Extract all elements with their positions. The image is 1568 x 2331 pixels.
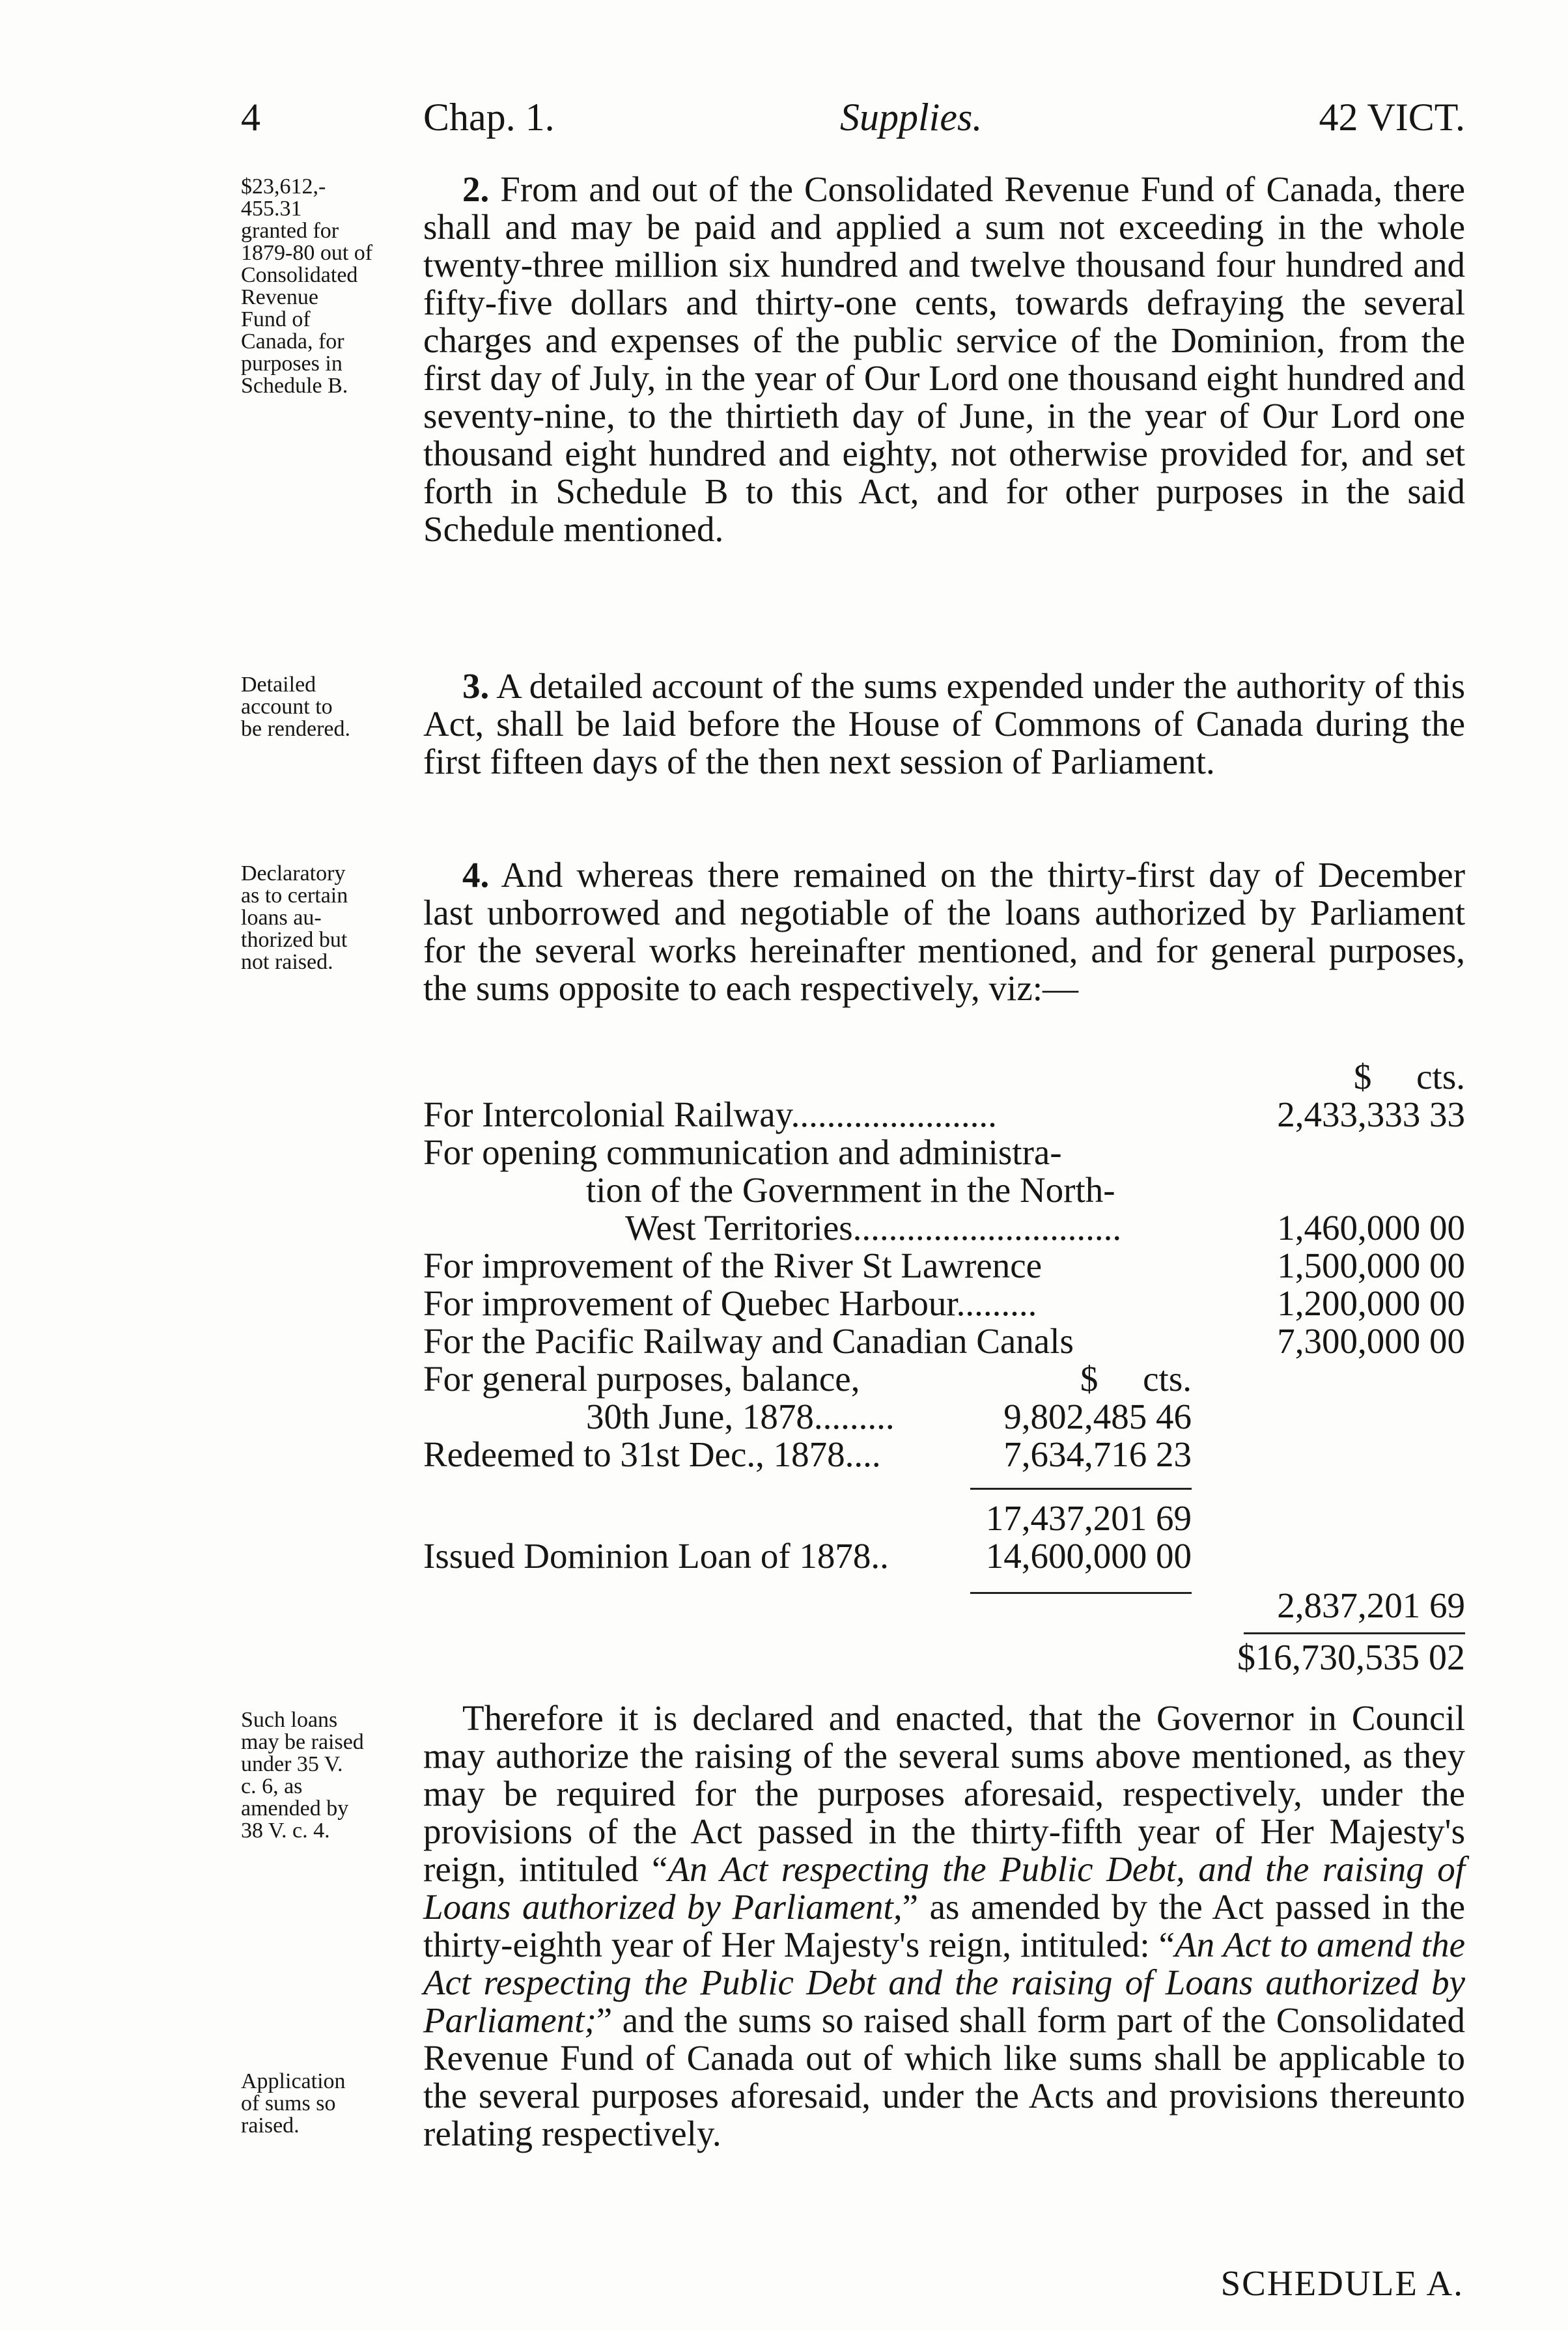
enacting-paragraph: [423, 1699, 1465, 2153]
row-label: tion of the Government in the North-: [586, 1170, 1115, 1210]
table-row: [423, 1436, 1465, 1473]
balance-rule: [970, 1592, 1192, 1594]
enacting-text-1: Therefore it is declared and enacted, that the Governor in Council may authorize the raising of the several sums above mentioned, as they may be required for the purposes aforesaid, respectively, under the provisions of the Act passed in the thirty-fifth year of Her Majesty's reign, intituled “: [423, 1698, 1465, 1889]
row-label: For opening communication and administra-: [423, 1132, 1062, 1172]
row-label: For the Pacific Railway and Canadian Canals: [423, 1321, 1074, 1361]
table-row: [423, 1322, 1465, 1360]
chapter-label: Chap. 1.: [423, 96, 555, 139]
row-amount: 1,500,000 00: [1277, 1246, 1465, 1285]
table-row: [423, 1639, 1465, 1677]
margin-note-section-3: Detailed account to be rendered.: [241, 673, 351, 741]
issued-loan-amount: 14,600,000 00: [985, 1536, 1192, 1576]
row-label: For Intercolonial Railway.......................: [423, 1095, 997, 1134]
table-row: [423, 1096, 1465, 1134]
row-amount: 1,460,000 00: [1277, 1208, 1465, 1248]
running-header: [241, 91, 1465, 143]
table-row: [423, 1500, 1465, 1537]
row-label: For improvement of the River St Lawrence: [423, 1246, 1043, 1285]
enacting-text-2: ” as amended by the Act passed in the thirty-eighth year of Her Majesty's reign, intituled: “: [423, 1887, 1465, 1964]
total-rule: [1244, 1632, 1465, 1634]
redeemed-label: Redeemed to 31st Dec., 1878....: [423, 1434, 881, 1474]
general-purposes-label: For general purposes, balance,: [423, 1359, 860, 1399]
table-column-header: [423, 1058, 1465, 1096]
section-3: [423, 667, 1465, 781]
row-amount: 7,300,000 00: [1277, 1321, 1465, 1361]
act-title-1: An Act respecting the Public Debt, and the raising of Loans authorized by Parliament,: [423, 1849, 1465, 1927]
table-row: [423, 1398, 1465, 1436]
subtotal-rule: [970, 1488, 1192, 1490]
redeemed-amount: 7,634,716 23: [1003, 1434, 1192, 1474]
table-row: [423, 1537, 1465, 1575]
section-3-number: 3.: [462, 666, 490, 706]
table-row: [423, 1247, 1465, 1285]
row-label: West Territories..............................: [625, 1208, 1122, 1248]
section-4-text: And whereas there remained on the thirty-first day of December last unborrowed and negotiable of the loans authorized by Parliament for the several works hereinafter mentioned, and for general purposes, the sums opposite to each respectively, viz:—: [423, 855, 1466, 1008]
row-amount: 1,200,000 00: [1277, 1283, 1465, 1323]
table-row: [423, 1134, 1465, 1171]
enacting-text-3: ” and the sums so raised shall form part of the Consolidated Revenue Fund of Canada out of which like sums shall be applicable to the several purposes aforesaid, under the Acts and provisions thereunto relating respectively.: [423, 2000, 1465, 2153]
table-row: [423, 1285, 1465, 1322]
margin-note-section-2: $23,612,- 455.31 granted for 1879-80 out of Consolidated Revenue Fund of Canada, for purposes in Schedule B.: [241, 174, 373, 398]
margin-note-application: Application of sums so raised.: [241, 2069, 346, 2138]
section-2: [423, 171, 1465, 548]
table-row: [423, 1360, 1465, 1398]
column-header-dollars-cents: $ cts.: [1353, 1057, 1465, 1096]
grand-total: $16,730,535 02: [1237, 1638, 1465, 1678]
june-balance-label: 30th June, 1878.........: [586, 1397, 895, 1436]
section-4-number: 4.: [462, 855, 490, 895]
june-balance-amount: 9,802,485 46: [1003, 1397, 1192, 1436]
catchword: SCHEDULE A.: [1220, 2263, 1464, 2303]
general-column-header: $ cts.: [1080, 1359, 1192, 1399]
rule-row: [423, 1473, 1465, 1500]
margin-note-section-4: Declaratory as to certain loans au- thorized but not raised.: [241, 861, 348, 974]
table-row: [423, 1171, 1465, 1209]
section-4: [423, 856, 1465, 1007]
act-title-2: An Act to amend the Act respecting the Public Debt and the raising of Loans authorized by Parliament;: [423, 1925, 1465, 2040]
row-label: For improvement of Quebec Harbour.........: [423, 1283, 1037, 1323]
section-2-number: 2.: [462, 169, 490, 209]
reign-label: 42 VICT.: [1319, 96, 1465, 139]
loans-table: [423, 1058, 1465, 1677]
section-2-text: From and out of the Consolidated Revenue Fund of Canada, there shall and may be paid and applied a sum not exceeding in the whole twenty-three million six hundred and twelve thousand four hundred and fifty-five dollars and thirty-one cents, towards defraying the several charges and expenses of the public service of the Dominion, from the first day of July, in the year of Our Lord one thousand eight hundred and seventy-nine, to the thirtieth day of June, in the year of Our Lord one thousand eight hundred and eighty, not otherwise provided for, and set forth in Schedule B to this Act, and for other purposes in the said Schedule mentioned.: [423, 169, 1466, 549]
rule-row: [423, 1613, 1465, 1639]
table-row: [423, 1209, 1465, 1247]
general-balance-amount: 2,837,201 69: [1277, 1585, 1465, 1625]
running-title: Supplies.: [840, 96, 983, 139]
row-amount: 2,433,333 33: [1277, 1095, 1465, 1134]
subtotal-amount: 17,437,201 69: [985, 1498, 1192, 1538]
section-3-text: A detailed account of the sums expended under the authority of this Act, shall be laid before the House of Commons of Canada during the first fifteen days of the then next session of Parliament.: [423, 666, 1465, 781]
page-number: 4: [241, 96, 260, 139]
issued-loan-label: Issued Dominion Loan of 1878..: [423, 1536, 889, 1576]
table-row: [423, 1575, 1465, 1625]
margin-note-loans: Such loans may be raised under 35 V. c. 6, as amended by 38 V. c. 4.: [241, 1708, 364, 1843]
